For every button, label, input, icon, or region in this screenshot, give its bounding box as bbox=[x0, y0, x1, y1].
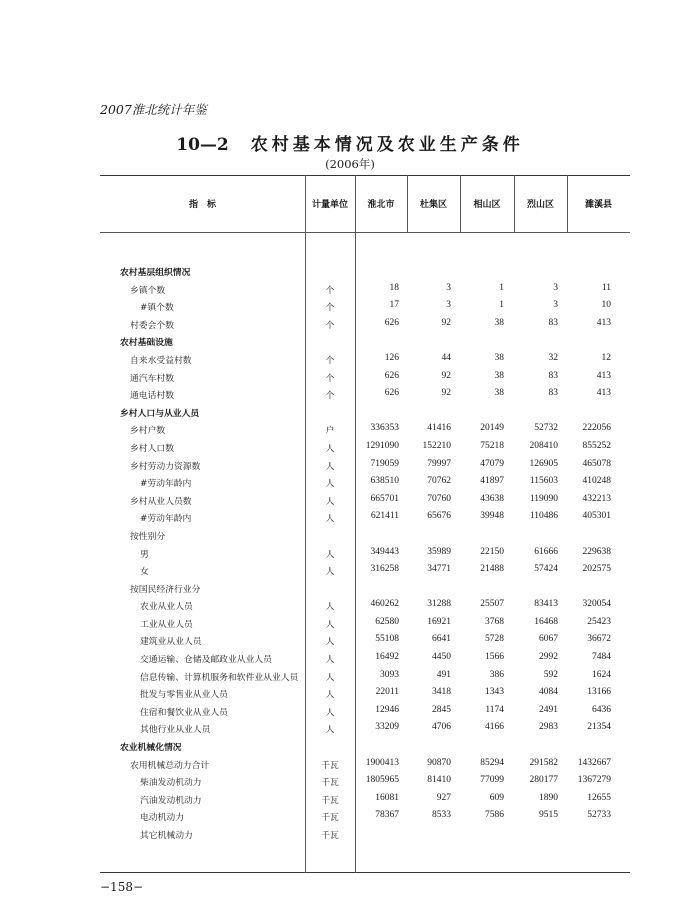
table-row bbox=[100, 773, 630, 791]
value-cell: 336353 bbox=[370, 423, 399, 434]
value-cell: 36672 bbox=[587, 634, 611, 645]
table-row bbox=[100, 351, 630, 369]
value-cell: 70762 bbox=[427, 476, 451, 487]
value-cell: 55108 bbox=[375, 634, 399, 645]
table-row bbox=[100, 545, 630, 563]
value-cell: 3 bbox=[553, 282, 558, 293]
value-cell: 3418 bbox=[432, 687, 451, 698]
value-cell: 70760 bbox=[427, 493, 451, 504]
row-label: 自来水受益村数 bbox=[130, 355, 192, 366]
unit-cell: 人 bbox=[325, 496, 335, 507]
table-title-text: 农村基本情况及农业生产条件 bbox=[250, 135, 524, 155]
table-row bbox=[100, 421, 630, 439]
value-cell: 38 bbox=[494, 352, 504, 363]
value-cell: 75218 bbox=[480, 440, 504, 451]
value-cell: 4706 bbox=[432, 722, 451, 733]
unit-cell: 千瓦 bbox=[321, 813, 339, 824]
value-cell: 62580 bbox=[375, 616, 399, 627]
value-cell: 12946 bbox=[375, 704, 399, 715]
value-cell: 90870 bbox=[427, 757, 451, 768]
value-cell: 22150 bbox=[480, 546, 504, 557]
page-number: −158− bbox=[100, 880, 144, 894]
row-label: 乡村从业人员数 bbox=[130, 496, 192, 507]
value-cell: 1566 bbox=[485, 652, 504, 663]
row-label: 农用机械总动力合计 bbox=[130, 760, 210, 771]
row-label: 批发与零售业从业人员 bbox=[140, 690, 228, 701]
table-row bbox=[100, 333, 630, 351]
row-label: #劳动年龄内 bbox=[140, 479, 192, 490]
row-label: 按国民经济行业分 bbox=[130, 584, 201, 595]
row-label: 工业从业人员 bbox=[140, 619, 193, 630]
value-cell: 92 bbox=[441, 388, 451, 399]
header-indicator: 指 标 bbox=[188, 200, 216, 210]
value-cell: 16468 bbox=[534, 616, 558, 627]
value-cell: 41416 bbox=[427, 423, 451, 434]
table-row bbox=[100, 527, 630, 545]
table-row bbox=[100, 738, 630, 756]
header-xiangshan: 相山区 bbox=[473, 200, 501, 210]
value-cell: 1 bbox=[499, 300, 504, 311]
table-row bbox=[100, 457, 630, 475]
value-cell: 38 bbox=[494, 317, 504, 328]
value-cell: 229638 bbox=[582, 546, 611, 557]
value-cell: 626 bbox=[384, 317, 399, 328]
unit-cell: 人 bbox=[325, 637, 335, 648]
row-label: 村委会个数 bbox=[130, 320, 174, 331]
value-cell: 3 bbox=[553, 300, 558, 311]
unit-cell: 千瓦 bbox=[321, 795, 339, 806]
value-cell: 1 bbox=[499, 282, 504, 293]
table-row bbox=[100, 756, 630, 774]
table-row bbox=[100, 791, 630, 809]
value-cell: 491 bbox=[436, 669, 451, 680]
unit-cell: 人 bbox=[325, 672, 335, 683]
value-cell: 626 bbox=[384, 370, 399, 381]
value-cell: 2983 bbox=[539, 722, 558, 733]
unit-cell: 个 bbox=[325, 303, 335, 314]
value-cell: 78367 bbox=[375, 810, 399, 821]
value-cell: 4450 bbox=[432, 652, 451, 663]
value-cell: 410248 bbox=[582, 476, 611, 487]
unit-cell: 人 bbox=[325, 619, 335, 630]
value-cell: 83 bbox=[548, 317, 558, 328]
value-cell: 126905 bbox=[529, 458, 558, 469]
section-label: 乡村人口与从业人员 bbox=[120, 408, 200, 419]
value-cell: 152210 bbox=[422, 440, 451, 451]
value-cell: 465078 bbox=[582, 458, 611, 469]
value-cell: 119090 bbox=[529, 493, 558, 504]
value-cell: 47079 bbox=[480, 458, 504, 469]
statistics-table bbox=[100, 175, 630, 873]
unit-cell: 个 bbox=[325, 373, 335, 384]
table-body bbox=[100, 263, 630, 844]
value-cell: 202575 bbox=[582, 564, 611, 575]
value-cell: 1432667 bbox=[577, 757, 611, 768]
value-cell: 32 bbox=[548, 352, 558, 363]
value-cell: 33209 bbox=[375, 722, 399, 733]
value-cell: 52733 bbox=[587, 810, 611, 821]
unit-cell: 人 bbox=[325, 707, 335, 718]
value-cell: 665701 bbox=[370, 493, 399, 504]
value-cell: 7484 bbox=[592, 652, 611, 663]
unit-cell: 千瓦 bbox=[321, 760, 339, 771]
value-cell: 31288 bbox=[427, 599, 451, 610]
value-cell: 13166 bbox=[587, 687, 611, 698]
table-bottom-rule bbox=[100, 872, 630, 873]
value-cell: 21488 bbox=[480, 564, 504, 575]
row-label: 汽油发动机动力 bbox=[140, 795, 202, 806]
unit-cell: 千瓦 bbox=[321, 778, 339, 789]
value-cell: 16921 bbox=[427, 616, 451, 627]
value-cell: 626 bbox=[384, 388, 399, 399]
unit-cell: 人 bbox=[325, 549, 335, 560]
value-cell: 79997 bbox=[427, 458, 451, 469]
value-cell: 3768 bbox=[485, 616, 504, 627]
value-cell: 6436 bbox=[592, 704, 611, 715]
value-cell: 16492 bbox=[375, 652, 399, 663]
value-cell: 41897 bbox=[480, 476, 504, 487]
table-row bbox=[100, 685, 630, 703]
row-label: 按性别分 bbox=[130, 531, 166, 542]
value-cell: 83 bbox=[548, 388, 558, 399]
value-cell: 6067 bbox=[539, 634, 558, 645]
table-row bbox=[100, 298, 630, 316]
value-cell: 413 bbox=[596, 317, 611, 328]
table-row bbox=[100, 720, 630, 738]
value-cell: 39948 bbox=[480, 511, 504, 522]
value-cell: 83413 bbox=[534, 599, 558, 610]
value-cell: 460262 bbox=[370, 599, 399, 610]
row-label: #镇个数 bbox=[140, 303, 174, 314]
table-row bbox=[100, 632, 630, 650]
table-row bbox=[100, 597, 630, 615]
value-cell: 61666 bbox=[534, 546, 558, 557]
table-row bbox=[100, 404, 630, 422]
table-row bbox=[100, 263, 630, 281]
unit-cell: 个 bbox=[325, 285, 335, 296]
value-cell: 3 bbox=[446, 282, 451, 293]
value-cell: 208410 bbox=[529, 440, 558, 451]
value-cell: 17 bbox=[389, 300, 399, 311]
table-row bbox=[100, 562, 630, 580]
table-row bbox=[100, 615, 630, 633]
value-cell: 1624 bbox=[592, 669, 611, 680]
row-label: 乡镇个数 bbox=[130, 285, 166, 296]
value-cell: 21354 bbox=[587, 722, 611, 733]
unit-cell: 个 bbox=[325, 391, 335, 402]
row-label: 电动机动力 bbox=[140, 813, 184, 824]
table-row bbox=[100, 439, 630, 457]
value-cell: 719059 bbox=[370, 458, 399, 469]
header-huaibei: 淮北市 bbox=[367, 200, 395, 210]
row-label: 住宿和餐饮业从业人员 bbox=[140, 707, 228, 718]
value-cell: 81410 bbox=[427, 775, 451, 786]
unit-cell: 人 bbox=[325, 655, 335, 666]
value-cell: 57424 bbox=[534, 564, 558, 575]
header-duji: 杜集区 bbox=[419, 200, 447, 210]
value-cell: 9515 bbox=[539, 810, 558, 821]
value-cell: 222056 bbox=[582, 423, 611, 434]
value-cell: 609 bbox=[489, 792, 504, 803]
value-cell: 855252 bbox=[582, 440, 611, 451]
unit-cell: 人 bbox=[325, 514, 335, 525]
value-cell: 1900413 bbox=[365, 757, 399, 768]
table-row bbox=[100, 316, 630, 334]
unit-cell: 人 bbox=[325, 479, 335, 490]
value-cell: 20149 bbox=[480, 423, 504, 434]
table-row bbox=[100, 509, 630, 527]
row-label: 乡村劳动力资源数 bbox=[130, 461, 201, 472]
value-cell: 10 bbox=[601, 300, 611, 311]
table-row bbox=[100, 580, 630, 598]
row-label: 信息传输、计算机服务和软件业从业人员 bbox=[140, 672, 299, 683]
value-cell: 110486 bbox=[529, 511, 558, 522]
value-cell: 405301 bbox=[582, 511, 611, 522]
value-cell: 592 bbox=[543, 669, 558, 680]
table-row bbox=[100, 386, 630, 404]
section-label: 农业机械化情况 bbox=[120, 743, 182, 754]
value-cell: 5728 bbox=[485, 634, 504, 645]
unit-cell: 人 bbox=[325, 725, 335, 736]
value-cell: 77099 bbox=[480, 775, 504, 786]
row-label: 女 bbox=[140, 567, 149, 578]
value-cell: 413 bbox=[596, 388, 611, 399]
value-cell: 126 bbox=[384, 352, 399, 363]
table-number: 10—2 bbox=[176, 135, 229, 155]
value-cell: 1291090 bbox=[365, 440, 399, 451]
value-cell: 4166 bbox=[485, 722, 504, 733]
value-cell: 2992 bbox=[539, 652, 558, 663]
unit-cell: 个 bbox=[325, 355, 335, 366]
value-cell: 1805965 bbox=[365, 775, 399, 786]
unit-cell: 人 bbox=[325, 602, 335, 613]
value-cell: 621411 bbox=[370, 511, 399, 522]
value-cell: 25507 bbox=[480, 599, 504, 610]
value-cell: 43638 bbox=[480, 493, 504, 504]
unit-cell: 人 bbox=[325, 461, 335, 472]
table-row bbox=[100, 369, 630, 387]
value-cell: 52732 bbox=[534, 423, 558, 434]
value-cell: 2845 bbox=[432, 704, 451, 715]
value-cell: 280177 bbox=[529, 775, 558, 786]
value-cell: 320054 bbox=[582, 599, 611, 610]
value-cell: 4084 bbox=[539, 687, 558, 698]
running-head: 2007淮北统计年鉴 bbox=[100, 102, 207, 117]
section-label: 农村基层组织情况 bbox=[120, 268, 191, 278]
value-cell: 18 bbox=[389, 282, 399, 293]
value-cell: 1174 bbox=[485, 704, 504, 715]
table-row bbox=[100, 826, 630, 844]
row-label: 其他行业从业人员 bbox=[140, 725, 211, 736]
unit-cell: 千瓦 bbox=[321, 831, 339, 841]
value-cell: 115603 bbox=[529, 476, 558, 487]
row-label: 乡村户数 bbox=[130, 426, 166, 437]
table-title bbox=[0, 130, 700, 155]
row-label: 建筑业从业人员 bbox=[140, 637, 202, 648]
value-cell: 349443 bbox=[370, 546, 399, 557]
row-label: 交通运输、仓储及邮政业从业人员 bbox=[140, 655, 272, 666]
value-cell: 11 bbox=[601, 282, 611, 293]
table-row bbox=[100, 808, 630, 826]
header-lieshan: 烈山区 bbox=[526, 200, 554, 210]
unit-cell: 人 bbox=[325, 690, 335, 701]
value-cell: 44 bbox=[441, 352, 451, 363]
row-label: 乡村人口数 bbox=[130, 443, 174, 454]
value-cell: 6641 bbox=[432, 634, 451, 645]
table-row bbox=[100, 668, 630, 686]
value-cell: 316258 bbox=[370, 564, 399, 575]
unit-cell: 人 bbox=[325, 443, 335, 454]
table-row bbox=[100, 492, 630, 510]
row-label: 男 bbox=[140, 549, 149, 560]
row-label: 柴油发动机动力 bbox=[140, 778, 202, 789]
value-cell: 3093 bbox=[380, 669, 399, 680]
value-cell: 85294 bbox=[480, 757, 504, 768]
value-cell: 291582 bbox=[529, 757, 558, 768]
value-cell: 12655 bbox=[587, 792, 611, 803]
section-label: 农村基础设施 bbox=[120, 338, 173, 349]
value-cell: 25423 bbox=[587, 616, 611, 627]
value-cell: 65676 bbox=[427, 511, 451, 522]
value-cell: 927 bbox=[436, 792, 451, 803]
row-label: 通电话村数 bbox=[130, 391, 174, 402]
value-cell: 1890 bbox=[539, 792, 558, 803]
value-cell: 12 bbox=[601, 352, 611, 363]
unit-cell: 户 bbox=[325, 426, 335, 437]
table-row bbox=[100, 474, 630, 492]
value-cell: 83 bbox=[548, 370, 558, 381]
unit-cell: 个 bbox=[325, 320, 335, 331]
table-row bbox=[100, 281, 630, 299]
value-cell: 34771 bbox=[427, 564, 451, 575]
value-cell: 92 bbox=[441, 317, 451, 328]
table-row bbox=[100, 650, 630, 668]
value-cell: 1367279 bbox=[577, 775, 611, 786]
value-cell: 22011 bbox=[375, 687, 399, 698]
value-cell: 7586 bbox=[485, 810, 504, 821]
value-cell: 92 bbox=[441, 370, 451, 381]
unit-cell: 人 bbox=[325, 567, 335, 578]
value-cell: 1343 bbox=[485, 687, 504, 698]
value-cell: 638510 bbox=[370, 476, 399, 487]
value-cell: 8533 bbox=[432, 810, 451, 821]
value-cell: 38 bbox=[494, 370, 504, 381]
row-label: 农业从业人员 bbox=[140, 602, 193, 613]
header-bottom-rule bbox=[100, 232, 630, 233]
value-cell: 3 bbox=[446, 300, 451, 311]
table-row bbox=[100, 703, 630, 721]
value-cell: 38 bbox=[494, 388, 504, 399]
row-label: 通汽车村数 bbox=[130, 373, 174, 384]
value-cell: 432213 bbox=[582, 493, 611, 504]
header-unit: 计量单位 bbox=[311, 200, 348, 210]
value-cell: 413 bbox=[596, 370, 611, 381]
header-suixi: 濉溪县 bbox=[584, 200, 612, 210]
value-cell: 35989 bbox=[427, 546, 451, 557]
value-cell: 2491 bbox=[539, 704, 558, 715]
table-subtitle: (2006年) bbox=[325, 157, 375, 171]
value-cell: 16081 bbox=[375, 792, 399, 803]
value-cell: 386 bbox=[489, 669, 504, 680]
row-label: #劳动年龄内 bbox=[140, 514, 192, 525]
row-label: 其它机械动力 bbox=[140, 831, 193, 841]
